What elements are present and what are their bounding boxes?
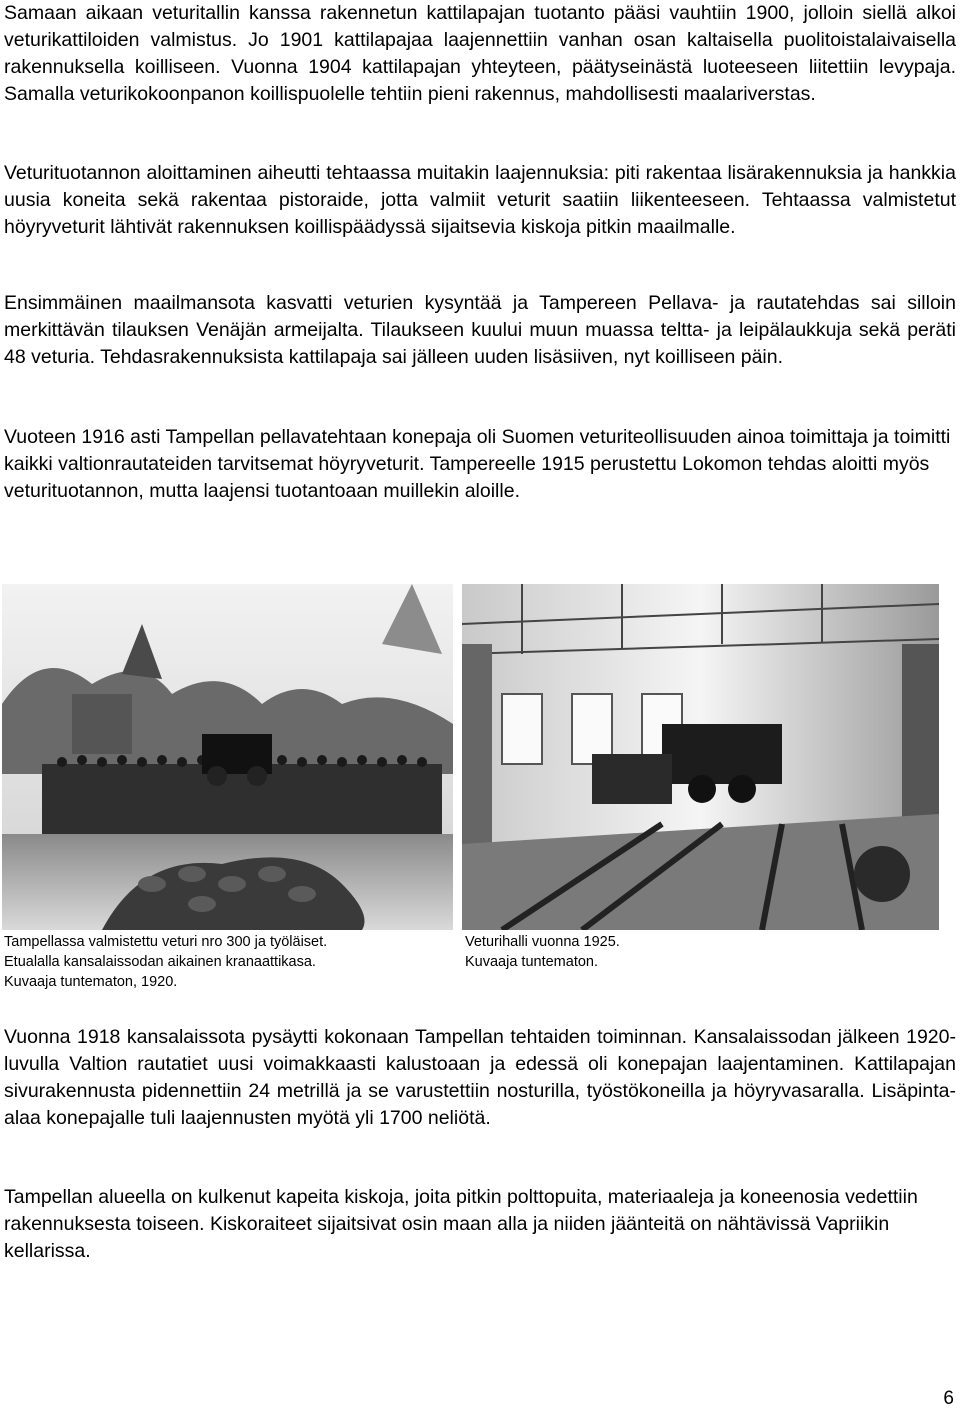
caption-line: Kuvaaja tuntematon. — [465, 954, 599, 970]
paragraph-civil-war: Vuonna 1918 kansalaissota pysäytti kokonaan Tampellan tehtaiden toiminnan. Kansalaissodan jälkeen 1920-luvulla Valtion rautatiet uusi voimakkaasti kalustoaan ja edessä oli konepajan laajentaminen. Kattilapajan sivurakennusta pidennettiin 24 metrillä ja se varustettiin nosturilla, työstökoneilla ja höyryvasaralla. Lisäpinta-alaa konepajalle tuli laajennusten myötä yli 1700 neliötä. — [4, 1026, 956, 1129]
caption-line: Tampellassa valmistettu veturi nro 300 ja työläiset. — [4, 934, 328, 950]
page-number: 6 — [943, 1388, 954, 1409]
paragraph-world-war: Ensimmäinen maailmansota kasvatti veturien kysyntää ja Tampereen Pellava- ja rautatehdas sai silloin merkittävän tilauksen Venäjän armeijalta. Tilaukseen kuului muun muassa teltta- ja leipälaukkuja sekä peräti 48 veturia. Tehdasrakennuksista kattilapaja sai jälleen uuden lisäsiiven, nyt koilliseen päin. — [4, 292, 956, 368]
paragraph-locomotive-production: Veturituotannon aloittaminen aiheutti tehtaassa muitakin laajennuksia: piti rakentaa lisärakennuksia ja hankkia uusia koneita sekä rakentaa pistoraide, jotta valmiit veturit saatiin liikenteeseen. Tehtaassa valmistetut höyryveturit lähtivät rakennuksen koillispäädyssä sijaitsevia kiskoja pitkin maailmalle. — [4, 162, 956, 238]
caption-right — [465, 932, 620, 972]
photo-locomotive-workers — [2, 584, 453, 930]
photo-locomotive-hall — [462, 584, 939, 930]
caption-left — [4, 932, 327, 992]
paragraph-narrow-rails: Tampellan alueella on kulkenut kapeita kiskoja, joita pitkin polttopuita, materiaaleja ja koneenosia vedettiin rakennuksesta toiseen. Kiskoraiteet sijaitsivat osin maan alla ja niiden jäänteitä on nähtävissä Vapriikin kellarissa. — [4, 1186, 918, 1262]
caption-line: Kuvaaja tuntematon, 1920. — [4, 974, 178, 990]
caption-line: Veturihalli vuonna 1925. — [465, 934, 620, 950]
paragraph-until-1916: Vuoteen 1916 asti Tampellan pellavatehtaan konepaja oli Suomen veturiteollisuuden ainoa toimittaja ja toimitti kaikki valtionrautateiden tarvitsemat höyryveturit. Tampereelle 1915 perustettu Lokomon tehdas aloitti myös veturituotannon, mutta laajensi tuotantoaan muillekin aloille. — [4, 426, 951, 502]
paragraph-boiler-shop: Samaan aikaan veturitallin kanssa rakennetun kattilapajan tuotanto pääsi vauhtiin 1900, jolloin siellä alkoi veturikattiloiden valmistus. Jo 1901 kattilapajaa laajennettiin vanhan osan kaltaisella puolitoistalaivaisella rakennuksella koilliseen. Vuonna 1904 kattilapajan yhteyteen, päätyseinästä luoteeseen liitettiin levypaja. Samalla veturikokoonpanon koillispuolelle tehtiin pieni rakennus, mahdollisesti maalariverstas. — [4, 2, 956, 105]
caption-line: Etualalla kansalaissodan aikainen kranaattikasa. — [4, 954, 316, 970]
